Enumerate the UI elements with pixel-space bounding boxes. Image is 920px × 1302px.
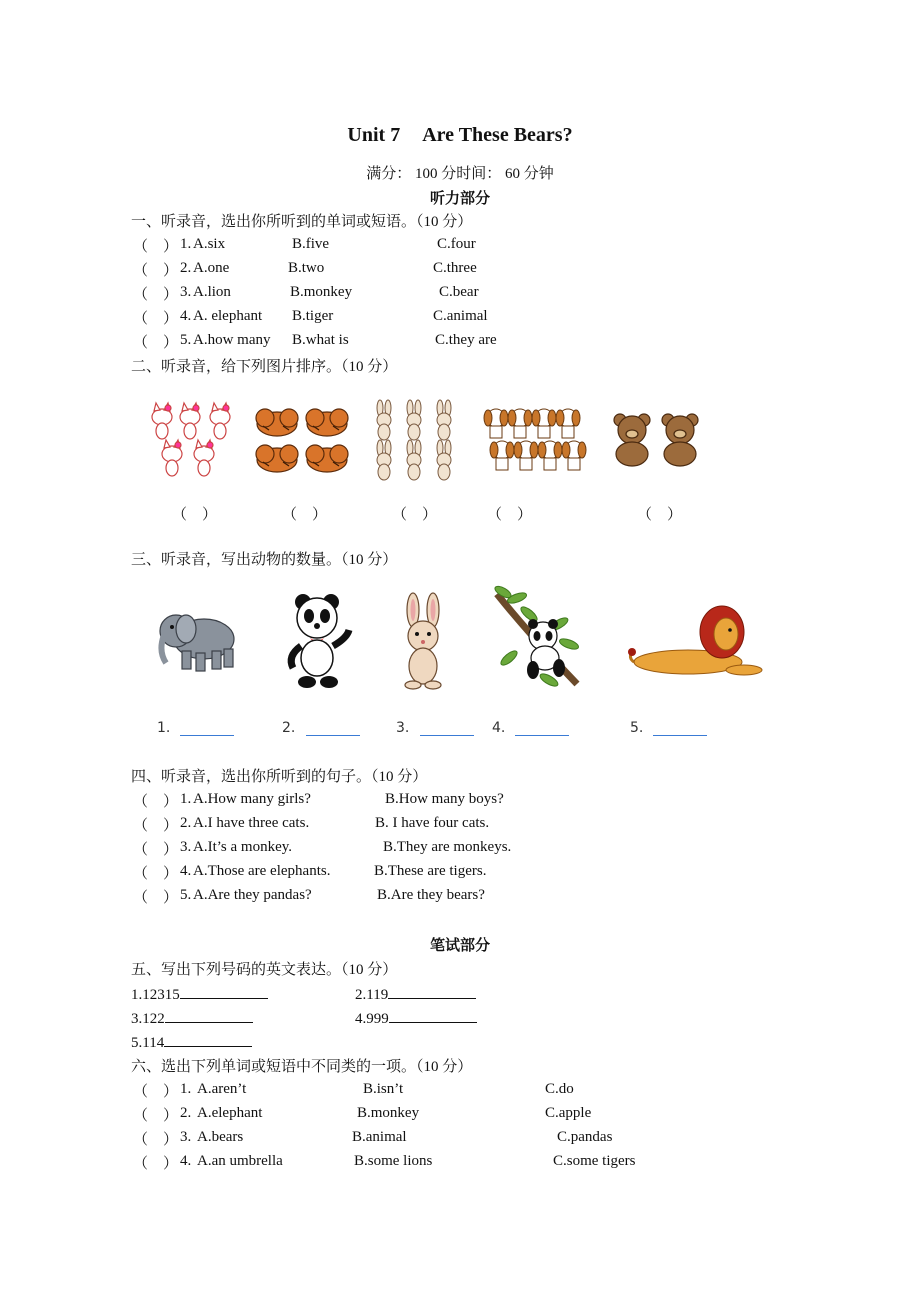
number-text: 5.114 <box>131 1035 165 1051</box>
option-a: A.an umbrella <box>197 1153 283 1169</box>
item-number: 1. <box>180 236 192 252</box>
answer-bracket[interactable]: （ ） <box>133 1084 179 1100</box>
item-number: 1. <box>180 1081 192 1097</box>
answer-bracket[interactable]: （ ） <box>133 794 179 810</box>
option-c: C.apple <box>545 1105 592 1121</box>
number-text: 1.12315 <box>131 987 180 1003</box>
answer-bracket[interactable]: （ ） <box>133 842 179 858</box>
answer-bracket[interactable]: （ ） <box>133 263 179 279</box>
option-b: B.monkey <box>357 1105 420 1121</box>
option-b: B.Are they bears? <box>377 887 485 903</box>
answer-bracket[interactable]: （ ） <box>133 239 179 255</box>
item-number: 4. <box>180 863 192 879</box>
section3-heading: 三、听录音，写出动物的数量。（10 分） <box>131 552 398 568</box>
bears-picture <box>610 410 704 470</box>
order-bracket[interactable]: （ ） <box>392 507 438 523</box>
option-b: B.animal <box>352 1129 407 1145</box>
order-bracket[interactable]: （ ） <box>637 507 683 523</box>
option-a: A.how many <box>193 332 271 348</box>
item-number: 2. <box>180 815 192 831</box>
option-b: B.what is <box>292 332 349 348</box>
order-bracket[interactable]: （ ） <box>487 507 533 523</box>
answer-bracket[interactable]: （ ） <box>133 311 179 327</box>
section6-heading: 六、选出下列单词或短语中不同类的一项。（10 分） <box>131 1059 473 1075</box>
answer-blank[interactable] <box>164 1032 252 1047</box>
order-bracket[interactable]: （ ） <box>172 507 218 523</box>
count-label: 2. <box>282 720 296 736</box>
score-time-line: 满分： 100 分时间： 60 分钟 <box>366 166 554 182</box>
answer-bracket[interactable]: （ ） <box>133 866 179 882</box>
tigers-picture <box>253 402 353 478</box>
option-a: A. elephant <box>193 308 263 324</box>
option-a: A.six <box>193 236 226 252</box>
number-text: 4.999 <box>355 1011 389 1027</box>
option-c: C.pandas <box>557 1129 613 1145</box>
rabbits-picture <box>368 398 464 482</box>
option-b: B.How many boys? <box>385 791 504 807</box>
count-answer-line[interactable] <box>653 735 707 736</box>
section2-heading: 二、听录音，给下列图片排序。（10 分） <box>131 359 398 375</box>
item-number: 5. <box>180 887 192 903</box>
number-item <box>355 984 476 1004</box>
option-c: C.they are <box>435 332 497 348</box>
item-number: 3. <box>180 839 192 855</box>
title-name: Are These Bears? <box>422 124 573 146</box>
item-number: 1. <box>180 791 192 807</box>
panda-picture <box>277 592 357 690</box>
item-number: 4. <box>180 1153 192 1169</box>
option-a: A.Are they pandas? <box>193 887 312 903</box>
option-b: B.isn’t <box>363 1081 404 1097</box>
section1-heading: 一、听录音，选出你所听到的单词或短语。（10 分） <box>131 214 473 230</box>
listening-part-heading: 听力部分 <box>429 189 490 207</box>
answer-bracket[interactable]: （ ） <box>133 1132 179 1148</box>
option-a: A.elephant <box>197 1105 263 1121</box>
option-c: C.animal <box>433 308 488 324</box>
count-answer-line[interactable] <box>420 735 474 736</box>
answer-bracket[interactable]: （ ） <box>133 287 179 303</box>
number-item <box>131 1032 252 1052</box>
count-answer-line[interactable] <box>180 735 234 736</box>
option-a: A.It’s a monkey. <box>193 839 293 855</box>
count-label: 3. <box>396 720 410 736</box>
option-b: B.monkey <box>290 284 353 300</box>
option-b: B.five <box>292 236 330 252</box>
number-text: 2.119 <box>355 987 389 1003</box>
option-c: C.three <box>433 260 477 276</box>
answer-bracket[interactable]: （ ） <box>133 818 179 834</box>
item-number: 3. <box>180 284 192 300</box>
lion-picture <box>626 600 766 680</box>
answer-blank[interactable] <box>180 984 268 999</box>
number-item <box>131 1008 253 1028</box>
answer-blank[interactable] <box>388 984 476 999</box>
panda-tree-picture <box>489 584 589 696</box>
cats-picture <box>142 400 242 480</box>
option-a: A.bears <box>197 1129 244 1145</box>
option-b: B. I have four cats. <box>375 815 490 831</box>
option-b: B.tiger <box>292 308 334 324</box>
option-b: B.two <box>288 260 325 276</box>
option-c: C.some tigers <box>553 1153 636 1169</box>
option-b: B.These are tigers. <box>374 863 487 879</box>
item-number: 4. <box>180 308 192 324</box>
elephant-picture <box>152 605 242 677</box>
rabbit-picture <box>393 592 453 690</box>
option-c: C.four <box>437 236 476 252</box>
item-number: 2. <box>180 1105 192 1121</box>
count-answer-line[interactable] <box>515 735 569 736</box>
section4-heading: 四、听录音，选出你所听到的句子。（10 分） <box>131 769 428 785</box>
option-a: A.aren’t <box>197 1081 247 1097</box>
option-c: C.do <box>545 1081 574 1097</box>
option-b: B.They are monkeys. <box>383 839 512 855</box>
count-answer-line[interactable] <box>306 735 360 736</box>
title-unit: Unit 7 <box>347 124 401 146</box>
order-bracket[interactable]: （ ） <box>282 507 328 523</box>
item-number: 5. <box>180 332 192 348</box>
item-number: 2. <box>180 260 192 276</box>
section5-heading: 五、写出下列号码的英文表达。（10 分） <box>131 962 398 978</box>
count-label: 1. <box>157 720 171 736</box>
answer-bracket[interactable]: （ ） <box>133 1156 179 1172</box>
page-title <box>0 124 920 147</box>
dogs-picture <box>482 404 594 476</box>
option-c: C.bear <box>439 284 479 300</box>
option-a: A.How many girls? <box>193 791 311 807</box>
number-text: 3.122 <box>131 1011 165 1027</box>
writing-part-heading: 笔试部分 <box>429 936 490 954</box>
count-label: 5. <box>630 720 644 736</box>
number-item <box>355 1008 477 1028</box>
answer-bracket[interactable]: （ ） <box>133 1108 179 1124</box>
option-a: A.I have three cats. <box>193 815 310 831</box>
option-b: B.some lions <box>354 1153 433 1169</box>
number-item <box>131 984 268 1004</box>
option-a: A.Those are elephants. <box>193 863 331 879</box>
answer-blank[interactable] <box>165 1008 253 1023</box>
count-label: 4. <box>492 720 506 736</box>
answer-bracket[interactable]: （ ） <box>133 335 179 351</box>
option-a: A.lion <box>193 284 231 300</box>
option-a: A.one <box>193 260 230 276</box>
answer-blank[interactable] <box>389 1008 477 1023</box>
answer-bracket[interactable]: （ ） <box>133 890 179 906</box>
item-number: 3. <box>180 1129 192 1145</box>
